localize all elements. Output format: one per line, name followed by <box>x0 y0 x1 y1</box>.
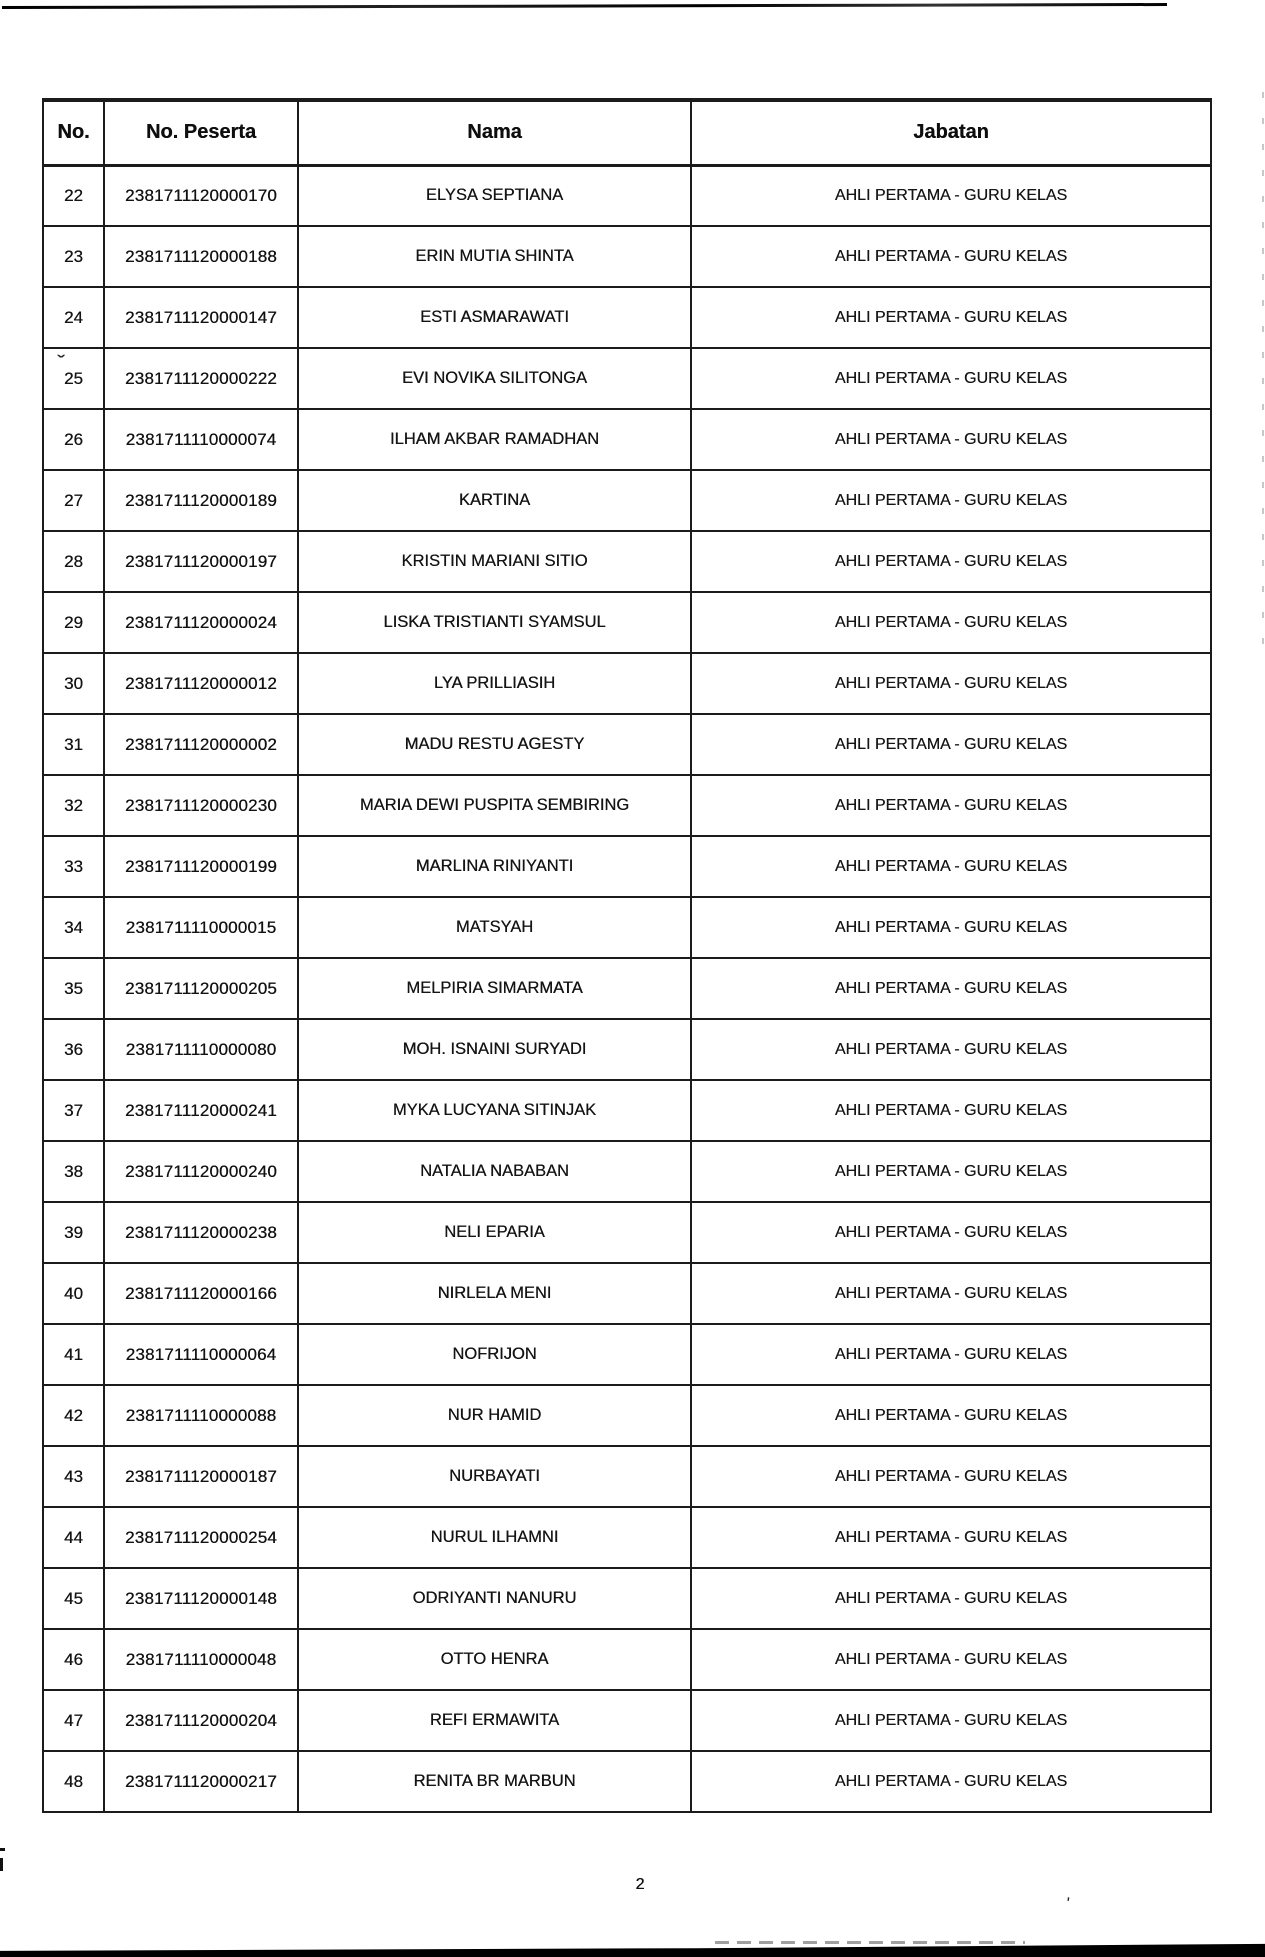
cell-peserta: 2381711120000204 <box>104 1690 298 1751</box>
cell-nama: LISKA TRISTIANTI SYAMSUL <box>298 592 691 653</box>
cell-no: 37 <box>43 1080 104 1141</box>
cell-peserta: 2381711120000189 <box>104 470 298 531</box>
cell-no: 44 <box>43 1507 104 1568</box>
cell-nama: NURUL ILHAMNI <box>298 1507 691 1568</box>
cell-no: 41 <box>43 1324 104 1385</box>
scan-edge-mark <box>0 1858 3 1871</box>
table-row <box>43 1751 1211 1812</box>
header-no: No. <box>43 100 104 165</box>
cell-peserta: 2381711120000188 <box>104 226 298 287</box>
bottom-scan-bar <box>0 1941 1265 1957</box>
cell-jabatan: AHLI PERTAMA - GURU KELAS <box>691 836 1211 897</box>
cell-jabatan: AHLI PERTAMA - GURU KELAS <box>691 958 1211 1019</box>
table-row <box>43 1324 1211 1385</box>
cell-nama: MELPIRIA SIMARMATA <box>298 958 691 1019</box>
cell-peserta: 2381711120000199 <box>104 836 298 897</box>
participants-table <box>42 98 1212 1813</box>
cell-peserta: 2381711120000002 <box>104 714 298 775</box>
cell-nama: MATSYAH <box>298 897 691 958</box>
cell-nama: KRISTIN MARIANI SITIO <box>298 531 691 592</box>
table-row <box>43 470 1211 531</box>
cell-peserta: 2381711120000024 <box>104 592 298 653</box>
cell-peserta: 2381711120000197 <box>104 531 298 592</box>
cell-no: 33 <box>43 836 104 897</box>
cell-nama: MOH. ISNAINI SURYADI <box>298 1019 691 1080</box>
table-row <box>43 897 1211 958</box>
table-row <box>43 836 1211 897</box>
table-row <box>43 775 1211 836</box>
cell-jabatan: AHLI PERTAMA - GURU KELAS <box>691 409 1211 470</box>
cell-nama: NELI EPARIA <box>298 1202 691 1263</box>
table-row <box>43 1263 1211 1324</box>
cell-jabatan: AHLI PERTAMA - GURU KELAS <box>691 1629 1211 1690</box>
cell-no: 25 <box>43 348 104 409</box>
cell-no: 39 <box>43 1202 104 1263</box>
cell-jabatan: AHLI PERTAMA - GURU KELAS <box>691 1507 1211 1568</box>
cell-peserta: 2381711120000012 <box>104 653 298 714</box>
table-row <box>43 1141 1211 1202</box>
cell-peserta: 2381711120000241 <box>104 1080 298 1141</box>
cell-peserta: 2381711120000170 <box>104 165 298 226</box>
top-horizontal-rule <box>2 3 1167 9</box>
cell-jabatan: AHLI PERTAMA - GURU KELAS <box>691 775 1211 836</box>
cell-jabatan: AHLI PERTAMA - GURU KELAS <box>691 1690 1211 1751</box>
cell-nama: ERIN MUTIA SHINTA <box>298 226 691 287</box>
table-row <box>43 592 1211 653</box>
cell-jabatan: AHLI PERTAMA - GURU KELAS <box>691 165 1211 226</box>
cell-jabatan: AHLI PERTAMA - GURU KELAS <box>691 470 1211 531</box>
table-row <box>43 226 1211 287</box>
cell-no: 23 <box>43 226 104 287</box>
cell-no: 40 <box>43 1263 104 1324</box>
cell-no: 45 <box>43 1568 104 1629</box>
cell-no: 42 <box>43 1385 104 1446</box>
cell-nama: MADU RESTU AGESTY <box>298 714 691 775</box>
cell-peserta: 2381711120000147 <box>104 287 298 348</box>
cell-no: 26 <box>43 409 104 470</box>
cell-peserta: 2381711120000230 <box>104 775 298 836</box>
cell-no: 38 <box>43 1141 104 1202</box>
cell-peserta: 2381711110000015 <box>104 897 298 958</box>
table-row <box>43 1629 1211 1690</box>
table-row <box>43 1568 1211 1629</box>
table-row <box>43 958 1211 1019</box>
cell-no: 43 <box>43 1446 104 1507</box>
cell-peserta: 2381711120000222 <box>104 348 298 409</box>
cell-nama: OTTO HENRA <box>298 1629 691 1690</box>
cell-peserta: 2381711120000238 <box>104 1202 298 1263</box>
cell-no: 32 <box>43 775 104 836</box>
cell-nama: LYA PRILLIASIH <box>298 653 691 714</box>
table-row <box>43 1446 1211 1507</box>
cell-jabatan: AHLI PERTAMA - GURU KELAS <box>691 1568 1211 1629</box>
cell-jabatan: AHLI PERTAMA - GURU KELAS <box>691 1263 1211 1324</box>
cell-no: 47 <box>43 1690 104 1751</box>
cell-nama: RENITA BR MARBUN <box>298 1751 691 1812</box>
cell-peserta: 2381711110000048 <box>104 1629 298 1690</box>
table-row <box>43 287 1211 348</box>
cell-no: 46 <box>43 1629 104 1690</box>
cell-jabatan: AHLI PERTAMA - GURU KELAS <box>691 1446 1211 1507</box>
cell-no: 22 <box>43 165 104 226</box>
cell-nama: NURBAYATI <box>298 1446 691 1507</box>
table-row <box>43 1385 1211 1446</box>
table-row <box>43 1202 1211 1263</box>
cell-jabatan: AHLI PERTAMA - GURU KELAS <box>691 1080 1211 1141</box>
header-no-peserta: No. Peserta <box>104 100 298 165</box>
cell-nama: NUR HAMID <box>298 1385 691 1446</box>
cell-no: 29 <box>43 592 104 653</box>
cell-no: 28 <box>43 531 104 592</box>
cell-nama: NOFRIJON <box>298 1324 691 1385</box>
cell-peserta: 2381711120000217 <box>104 1751 298 1812</box>
cell-peserta: 2381711120000148 <box>104 1568 298 1629</box>
table-row <box>43 409 1211 470</box>
cell-nama: KARTINA <box>298 470 691 531</box>
cell-jabatan: AHLI PERTAMA - GURU KELAS <box>691 714 1211 775</box>
cell-peserta: 2381711120000205 <box>104 958 298 1019</box>
cell-jabatan: AHLI PERTAMA - GURU KELAS <box>691 1751 1211 1812</box>
cell-jabatan: AHLI PERTAMA - GURU KELAS <box>691 531 1211 592</box>
cell-no: 48 <box>43 1751 104 1812</box>
table-row <box>43 1019 1211 1080</box>
table-row <box>43 531 1211 592</box>
page-number: 2 <box>635 1876 645 1893</box>
cell-no: 35 <box>43 958 104 1019</box>
scan-edge-artifact <box>1262 92 1264 652</box>
cell-nama: ODRIYANTI NANURU <box>298 1568 691 1629</box>
cell-peserta: 2381711120000187 <box>104 1446 298 1507</box>
cell-jabatan: AHLI PERTAMA - GURU KELAS <box>691 592 1211 653</box>
scan-edge-mark <box>0 1848 5 1851</box>
cell-nama: EVI NOVIKA SILITONGA <box>298 348 691 409</box>
cell-peserta: 2381711120000240 <box>104 1141 298 1202</box>
cell-peserta: 2381711120000254 <box>104 1507 298 1568</box>
table-row <box>43 1507 1211 1568</box>
cell-jabatan: AHLI PERTAMA - GURU KELAS <box>691 1385 1211 1446</box>
cell-nama: ELYSA SEPTIANA <box>298 165 691 226</box>
scan-smudge <box>715 1941 1025 1944</box>
cell-jabatan: AHLI PERTAMA - GURU KELAS <box>691 897 1211 958</box>
cell-nama: MARLINA RINIYANTI <box>298 836 691 897</box>
cell-nama: NIRLELA MENI <box>298 1263 691 1324</box>
cell-no: 36 <box>43 1019 104 1080</box>
stray-quote-mark: ' <box>1064 1893 1071 1914</box>
cell-no: 27 <box>43 470 104 531</box>
cell-peserta: 2381711110000080 <box>104 1019 298 1080</box>
table-header-row <box>43 100 1211 165</box>
cell-nama: ESTI ASMARAWATI <box>298 287 691 348</box>
cell-nama: MYKA LUCYANA SITINJAK <box>298 1080 691 1141</box>
cell-peserta: 2381711110000088 <box>104 1385 298 1446</box>
cell-jabatan: AHLI PERTAMA - GURU KELAS <box>691 287 1211 348</box>
table-row <box>43 714 1211 775</box>
cell-nama: REFI ERMAWITA <box>298 1690 691 1751</box>
cell-no: 30 <box>43 653 104 714</box>
cell-nama: MARIA DEWI PUSPITA SEMBIRING <box>298 775 691 836</box>
table-row <box>43 1690 1211 1751</box>
cell-jabatan: AHLI PERTAMA - GURU KELAS <box>691 1324 1211 1385</box>
cell-jabatan: AHLI PERTAMA - GURU KELAS <box>691 1202 1211 1263</box>
header-jabatan: Jabatan <box>691 100 1211 165</box>
table-row <box>43 165 1211 226</box>
cell-nama: NATALIA NABABAN <box>298 1141 691 1202</box>
cell-peserta: 2381711110000074 <box>104 409 298 470</box>
stray-check-mark: ˇ <box>57 352 65 371</box>
cell-jabatan: AHLI PERTAMA - GURU KELAS <box>691 653 1211 714</box>
cell-peserta: 2381711120000166 <box>104 1263 298 1324</box>
cell-peserta: 2381711110000064 <box>104 1324 298 1385</box>
table-row <box>43 348 1211 409</box>
cell-nama: ILHAM AKBAR RAMADHAN <box>298 409 691 470</box>
cell-no: 24 <box>43 287 104 348</box>
cell-jabatan: AHLI PERTAMA - GURU KELAS <box>691 226 1211 287</box>
cell-jabatan: AHLI PERTAMA - GURU KELAS <box>691 1019 1211 1080</box>
header-nama: Nama <box>298 100 691 165</box>
cell-no: 34 <box>43 897 104 958</box>
cell-jabatan: AHLI PERTAMA - GURU KELAS <box>691 1141 1211 1202</box>
table-row <box>43 653 1211 714</box>
cell-jabatan: AHLI PERTAMA - GURU KELAS <box>691 348 1211 409</box>
table-row <box>43 1080 1211 1141</box>
cell-no: 31 <box>43 714 104 775</box>
